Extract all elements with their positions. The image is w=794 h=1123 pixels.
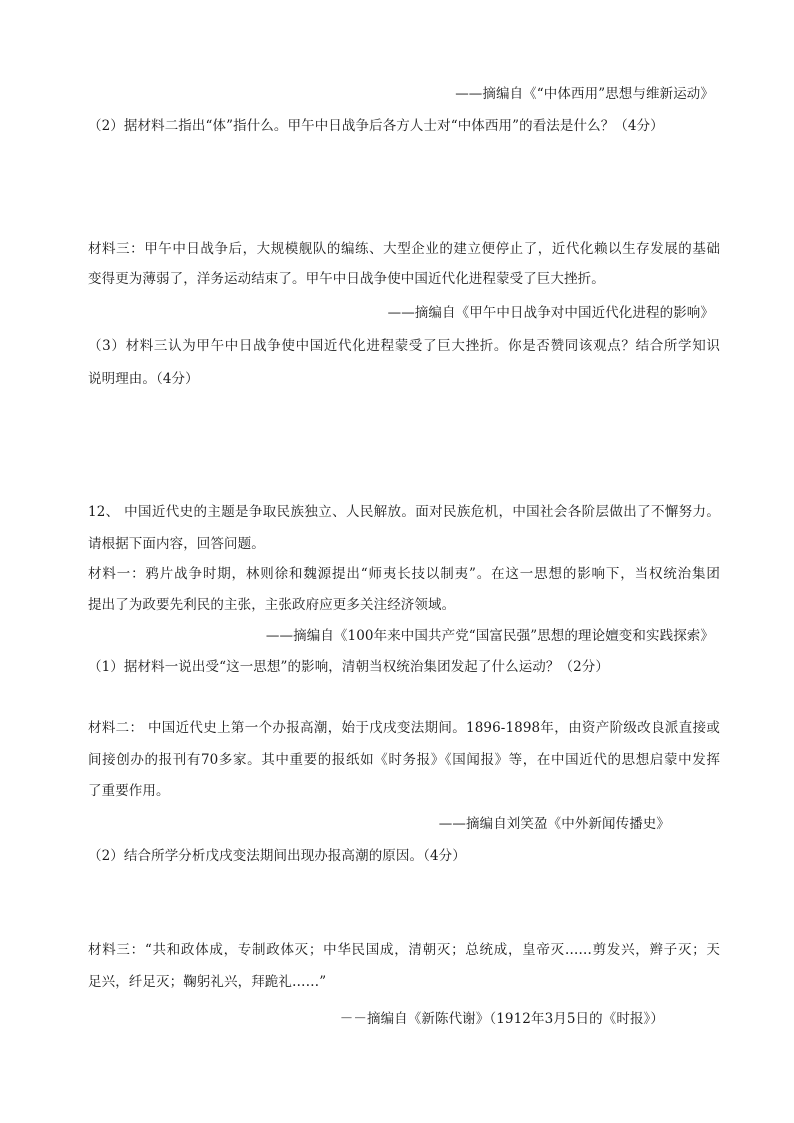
q11-question-2: （2）据材料二指出“体”指什么。甲午中日战争后各方人士对“中体西用”的看法是什么？（4分） [88,118,664,134]
q12-intro-line-2: 请根据下面内容，回答问题。 [88,536,265,552]
q12-source-2: ——摘编自刘笑盈《中外新闻传播史》 [438,816,670,832]
q12-intro-line-1: 12、 中国近代史的主题是争取民族独立、人民解放。面对民族危机，中国社会各阶层做出了不懈努力。 [88,504,720,520]
q11-source-3: ——摘编自《甲午中日战争对中国近代化进程的影响》 [387,305,714,321]
q11-source-1: ——摘编自《“中体西用”思想与维新运动》 [455,86,714,102]
q12-material-3-line-1: 材料三：“共和政体成，专制政体灭；中华民国成，清朝灭；总统成，皇帝灭……剪发兴，辫子灭；天 [88,942,720,958]
q11-question-3-line-1: （3）材料三认为甲午中日战争使中国近代化进程蒙受了巨大挫折。你是否赞同该观点？结合所学知识 [88,338,720,354]
q12-material-1-line-2: 提出了为政要先利民的主张，主张政府应更多关注经济领域。 [88,597,456,613]
q12-material-2-line-1: 材料二： 中国近代史上第一个办报高潮，始于戊戌变法期间。1896-1898年，由资产阶级改良派直接或 [88,720,720,736]
q12-material-1-line-1: 材料一：鸦片战争时期，林则徐和魏源提出“师夷长技以制夷”。在这一思想的影响下，当权统治集团 [88,566,720,582]
q12-material-2-line-2: 间接创办的报刊有70多家。其中重要的报纸如《时务报》《国闻报》等，在中国近代的思想启蒙中发挥 [88,752,720,768]
q12-question-2: （2）结合所学分析戊戌变法期间出现办报高潮的原因。（4分） [88,848,466,864]
q12-source-1: ——摘编自《100年来中国共产党“国富民强”思想的理论嬗变和实践探索》 [265,628,714,644]
q12-material-2-line-3: 了重要作用。 [88,783,170,799]
q12-source-3: －－摘编自《新陈代谢》（1912年3月5日的《时报》） [339,1011,664,1027]
q12-material-3-line-2: 足兴，纤足灭；鞠躬礼兴，拜跪礼……” [88,974,327,990]
q11-question-3-line-2: 说明理由。（4分） [88,371,199,387]
q11-material-3-line-2: 变得更为薄弱了，洋务运动结束了。甲午中日战争使中国近代化进程蒙受了巨大挫折。 [88,271,605,287]
q11-material-3-line-1: 材料三：甲午中日战争后，大规模舰队的编练、大型企业的建立便停止了，近代化赖以生存发展的基础 [88,241,720,257]
q12-question-1: （1）据材料一说出受“这一思想”的影响，清朝当权统治集团发起了什么运动？（2分） [88,659,609,675]
